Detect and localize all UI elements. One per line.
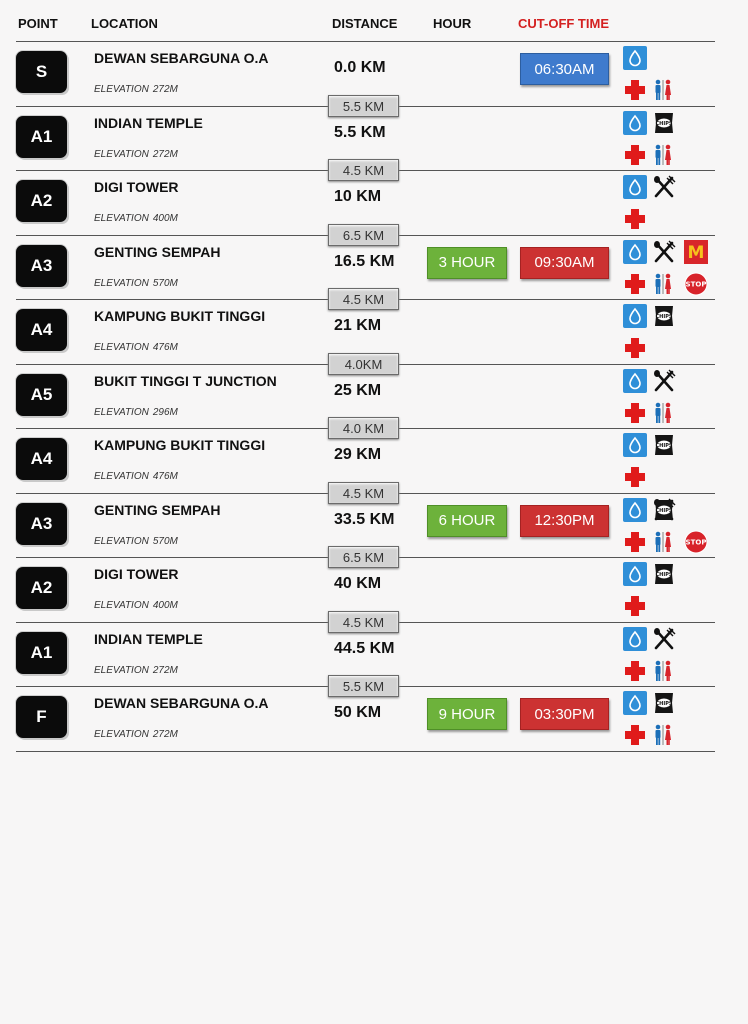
first-aid-icon bbox=[623, 594, 647, 618]
elevation-value: 272M bbox=[152, 148, 178, 160]
svg-text:CHIPS: CHIPS bbox=[655, 507, 673, 514]
segment-distance: 5.5 KM bbox=[328, 675, 399, 697]
toilet-icon bbox=[651, 401, 675, 425]
water-icon bbox=[623, 240, 647, 264]
toilet-icon bbox=[651, 659, 675, 683]
location-name: INDIAN TEMPLE bbox=[94, 630, 203, 647]
location-name: DEWAN SEBARGUNA O.A bbox=[94, 50, 269, 66]
elevation bbox=[94, 600, 178, 611]
food-icon bbox=[652, 627, 676, 651]
svg-text:STOP: STOP bbox=[685, 538, 707, 546]
header-hour: HOUR bbox=[433, 16, 472, 31]
first-aid-icon bbox=[623, 78, 647, 102]
first-aid-icon bbox=[623, 659, 647, 683]
location-name: GENTING SEMPAH bbox=[94, 243, 221, 260]
cumulative-distance: 29 KM bbox=[334, 446, 382, 463]
elevation-label: ELEVATION bbox=[94, 148, 149, 160]
cumulative-distance: 40 KM bbox=[334, 575, 382, 592]
point-badge: A1 bbox=[16, 116, 67, 158]
first-aid-icon bbox=[623, 401, 647, 425]
elevation-label: ELEVATION bbox=[94, 600, 149, 611]
food-icon bbox=[652, 175, 676, 199]
first-aid-icon bbox=[623, 465, 647, 489]
row-divider bbox=[16, 751, 715, 752]
elevation-value: 400M bbox=[152, 600, 178, 611]
toilet-icon bbox=[651, 530, 675, 554]
stop-icon bbox=[684, 272, 708, 296]
elevation-value: 570M bbox=[152, 277, 178, 289]
toilet-icon bbox=[651, 78, 675, 102]
first-aid-icon bbox=[623, 723, 647, 747]
toilet-icon bbox=[651, 143, 675, 167]
elevation-value: 476M bbox=[152, 342, 178, 353]
header-cutoff-time: CUT-OFF TIME bbox=[518, 16, 609, 31]
elevation-label: ELEVATION bbox=[94, 342, 149, 353]
svg-text:CHIPS: CHIPS bbox=[655, 700, 673, 707]
elevation-value: 272M bbox=[152, 664, 178, 676]
water-icon bbox=[623, 562, 647, 586]
location-name: KAMPUNG BUKIT TINGGI bbox=[94, 437, 266, 453]
chips-icon bbox=[652, 691, 676, 715]
header-point: POINT bbox=[18, 16, 58, 31]
location-name: INDIAN TEMPLE bbox=[94, 114, 203, 131]
segment-distance: 6.5 KM bbox=[328, 224, 399, 246]
elevation-value: 272M bbox=[152, 84, 178, 95]
mcdonalds-icon bbox=[684, 240, 708, 264]
segment-distance: 6.5 KM bbox=[328, 546, 399, 568]
svg-text:CHIPS: CHIPS bbox=[655, 313, 673, 320]
point-badge: A3 bbox=[16, 245, 67, 287]
point-badge: A3 bbox=[16, 503, 67, 545]
cumulative-distance: 21 KM bbox=[334, 317, 382, 334]
food-icon bbox=[652, 240, 676, 264]
stop-icon bbox=[684, 530, 708, 554]
cumulative-distance: 50 KM bbox=[334, 704, 382, 721]
segment-distance: 4.5 KM bbox=[328, 482, 399, 504]
cutoff-time-badge: 06:30AM bbox=[520, 53, 609, 85]
row-divider bbox=[16, 41, 715, 42]
segment-distance: 4.0KM bbox=[328, 353, 399, 375]
water-icon bbox=[623, 46, 647, 70]
elevation bbox=[94, 729, 178, 740]
elevation bbox=[94, 149, 178, 160]
location-name: KAMPUNG BUKIT TINGGI bbox=[94, 308, 266, 324]
elevation bbox=[94, 407, 178, 418]
water-icon bbox=[623, 369, 647, 393]
hour-badge: 9 HOUR bbox=[427, 698, 507, 730]
chips-icon bbox=[652, 111, 676, 135]
cutoff-time-badge: 09:30AM bbox=[520, 247, 609, 279]
point-badge: A2 bbox=[16, 180, 67, 222]
elevation bbox=[94, 471, 178, 482]
elevation bbox=[94, 278, 178, 289]
elevation-label: ELEVATION bbox=[94, 471, 149, 482]
point-badge: A1 bbox=[16, 632, 67, 674]
svg-text:STOP: STOP bbox=[685, 280, 707, 288]
elevation-label: ELEVATION bbox=[94, 729, 149, 740]
water-icon bbox=[623, 498, 647, 522]
elevation-value: 296M bbox=[152, 406, 178, 418]
elevation bbox=[94, 665, 178, 676]
elevation-value: 570M bbox=[152, 535, 178, 547]
water-icon bbox=[623, 111, 647, 135]
point-badge: S bbox=[16, 51, 67, 93]
water-icon bbox=[623, 175, 647, 199]
elevation-value: 400M bbox=[152, 213, 178, 224]
elevation bbox=[94, 342, 178, 353]
cumulative-distance: 5.5 KM bbox=[334, 123, 386, 141]
hour-badge: 3 HOUR bbox=[427, 247, 507, 279]
first-aid-icon bbox=[623, 272, 647, 296]
hour-badge: 6 HOUR bbox=[427, 505, 507, 537]
first-aid-icon bbox=[623, 207, 647, 231]
cutoff-time-badge: 03:30PM bbox=[520, 698, 609, 730]
point-badge: F bbox=[16, 696, 67, 738]
location-name: GENTING SEMPAH bbox=[94, 501, 221, 518]
segment-distance: 5.5 KM bbox=[328, 95, 399, 117]
toilet-icon bbox=[651, 723, 675, 747]
svg-text:M: M bbox=[687, 242, 705, 263]
cumulative-distance: 44.5 KM bbox=[334, 639, 395, 657]
svg-text:CHIPS: CHIPS bbox=[655, 571, 673, 578]
point-badge: A4 bbox=[16, 309, 67, 351]
segment-distance: 4.5 KM bbox=[328, 288, 399, 310]
chips-icon bbox=[652, 433, 676, 457]
first-aid-icon bbox=[623, 530, 647, 554]
header-distance: DISTANCE bbox=[332, 16, 398, 31]
header-location: LOCATION bbox=[91, 16, 158, 31]
water-icon bbox=[623, 691, 647, 715]
elevation-label: ELEVATION bbox=[94, 84, 149, 95]
segment-distance: 4.5 KM bbox=[328, 611, 399, 633]
point-badge: A4 bbox=[16, 438, 67, 480]
location-name: BUKIT TINGGI T JUNCTION bbox=[94, 372, 277, 389]
first-aid-icon bbox=[623, 336, 647, 360]
toilet-icon bbox=[651, 272, 675, 296]
first-aid-icon bbox=[623, 143, 647, 167]
elevation bbox=[94, 536, 178, 547]
elevation-label: ELEVATION bbox=[94, 277, 149, 289]
food-icon bbox=[652, 369, 676, 393]
elevation bbox=[94, 213, 178, 224]
chips-icon bbox=[652, 562, 676, 586]
cumulative-distance: 0.0 KM bbox=[334, 59, 386, 76]
svg-text:CHIPS: CHIPS bbox=[655, 120, 673, 127]
location-name: DIGI TOWER bbox=[94, 566, 179, 582]
cutoff-time-badge: 12:30PM bbox=[520, 505, 609, 537]
location-name: DEWAN SEBARGUNA O.A bbox=[94, 695, 269, 711]
elevation-label: ELEVATION bbox=[94, 664, 149, 676]
segment-distance: 4.5 KM bbox=[328, 159, 399, 181]
chips-icon bbox=[652, 498, 676, 522]
water-icon bbox=[623, 304, 647, 328]
water-icon bbox=[623, 433, 647, 457]
location-name: DIGI TOWER bbox=[94, 179, 179, 195]
point-badge: A2 bbox=[16, 567, 67, 609]
elevation-value: 272M bbox=[152, 729, 178, 740]
svg-text:CHIPS: CHIPS bbox=[655, 442, 673, 449]
elevation-value: 476M bbox=[152, 471, 178, 482]
cumulative-distance: 16.5 KM bbox=[334, 252, 395, 270]
cumulative-distance: 33.5 KM bbox=[334, 510, 395, 528]
segment-distance: 4.0 KM bbox=[328, 417, 399, 439]
cumulative-distance: 25 KM bbox=[334, 381, 382, 399]
elevation-label: ELEVATION bbox=[94, 213, 149, 224]
water-icon bbox=[623, 627, 647, 651]
cumulative-distance: 10 KM bbox=[334, 188, 382, 205]
chips-icon bbox=[652, 304, 676, 328]
elevation-label: ELEVATION bbox=[94, 535, 149, 547]
elevation-label: ELEVATION bbox=[94, 406, 149, 418]
point-badge: A5 bbox=[16, 374, 67, 416]
elevation bbox=[94, 84, 178, 95]
